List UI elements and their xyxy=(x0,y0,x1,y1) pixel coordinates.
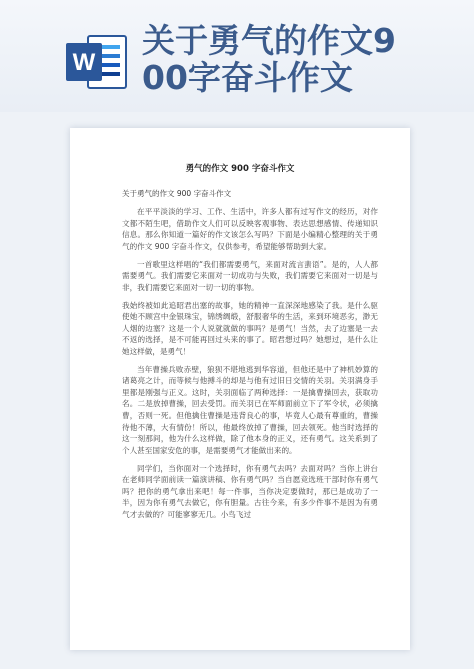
paragraph: 当年曹操兵败赤壁，狼狈不堪地逃到华容道，但他还是中了神机妙算的诸葛亮之计，而等候与他搏斗的却是与他有过旧日交情的关羽。关羽满身手里都是刚强与正义。这时，关羽面临了两种选择：一是擒曹操回去，获取功名。二是放掉曹操，回去受罚。而关羽已在军师面前立下了军令状，必须擒曹，否则一死。但他擒住曹操是违背良心的事，毕竟人心最有尊重的，曹操待他不薄，大有情份！所以，他最终放掉了曹操，回去领死。他当时选择的这一刻那间，他为什么这样做，除了他本身的正义，还有勇气。这关系到了个人甚至国家安危的事，是需要勇气才能做出来的。 xyxy=(122,364,378,455)
header-banner xyxy=(0,0,474,112)
svg-text:W: W xyxy=(72,49,96,76)
paragraph: 一首歌里这样唱的“我们都需要勇气，来面对流言蜚语”。是的，人人都需要勇气。我们需要它来面对一切成功与失败，我们需要它来面对一切是与非，我们需要它来面对一切一切的事物。 xyxy=(122,259,378,292)
page-title-line-1: 关于勇气的作文9 xyxy=(142,21,396,60)
paragraph: 在平平淡淡的学习、工作、生活中，许多人都有过写作文的经历，对作文都不陌生吧，借助作文人们可以反映客观事物、表达思想感情、传递知识信息。那么你知道一篇好的作文该怎么写吗？下面是小编精心整理的关于勇气的作文 900 字奋斗作文，仅供参考，希望能够帮助到大家。 xyxy=(122,207,378,251)
paragraph: 同学们，当你面对一个选择时，你有勇气去吗？去面对吗？当你上讲台在老师同学面前读一篇演讲稿、你有勇气吗？当自愿竞选班干部时你有勇气吗？把你的勇气拿出来吧！每一件事，当你决定要做时，那已是成功了一半，因为你有勇气去做它，你有胆量。古往今来，有多少件事不是因为有勇气才去做的？可能寥寥无几。小鸟飞过 xyxy=(122,463,378,519)
document-body xyxy=(122,206,378,527)
page-title-line-2: 00字奋斗作文 xyxy=(142,58,353,97)
document-lead: 关于勇气的作文 900 字奋斗作文 xyxy=(122,189,232,198)
word-document-icon xyxy=(66,34,128,90)
paragraph: 我始终被如此追昭君出塞的故事，她的精神一直深深地感染了我。是什么驱使她不顾宫中金银珠宝，锦绣绸缎，舒服奢华的生活，来到环境恶劣，渺无人烟的边塞？这是一个人说就就做的事吗？是勇气！当然，去了边塞是一去不返的选择，是不可能再回过头来的事了。昭君想过吗？她想过，是什么让她这样做，是勇气！ xyxy=(122,300,378,356)
page-fade xyxy=(70,614,410,650)
document-page xyxy=(70,128,410,650)
page-title xyxy=(142,22,462,96)
document-title: 勇气的作文 900 字奋斗作文 xyxy=(185,164,295,174)
